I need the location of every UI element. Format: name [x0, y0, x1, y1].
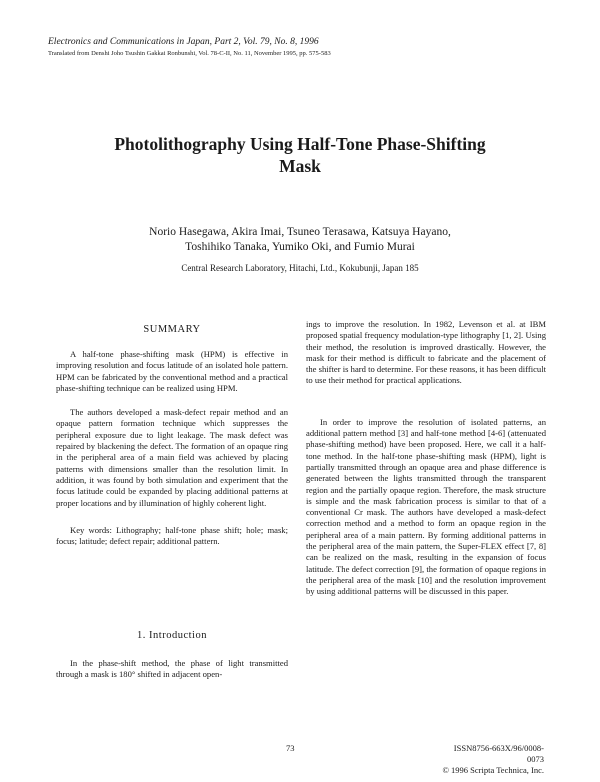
page-number: 73 — [286, 743, 295, 753]
title-line-1: Photolithography Using Half-Tone Phase-Shifting — [114, 134, 486, 154]
intro-paragraph-1-start — [56, 658, 288, 681]
affiliation: Central Research Laboratory, Hitachi, Ltd., Kokubunji, Japan 185 — [181, 263, 419, 273]
issn: ISSN8756-663X/96/0008-0073 — [453, 743, 544, 764]
issn-block — [440, 743, 544, 776]
right-column — [306, 319, 546, 598]
authors-line-1: Norio Hasegawa, Akira Imai, Tsuneo Terasawa, Katsuya Hayano, — [149, 226, 451, 238]
intro-paragraph-2: In order to improve the resolution of isolated patterns, an additional pattern method [3] and half-tone method [4-6] (attenuated phase-shifting method) have been proposed. Here, we call it a half-tone method. In the half-tone phase-shifting mask (HPM), light is partially transmitted through an opaque area and phase difference is generated between the lights transmitted through the transparent region and the partially opaque region. Therefore, the mask structure is simple and the mask fabrication process is similar to that of a conventional Cr mask. The authors have developed a mask-defect correction method and a method to form an opaque region in the peripheral area of a main pattern. By forming additional patterns in the peripheral area of the main pattern, the Super-FLEX effect [7, 8] can be realized on the mask, resulting in the expansion of focus latitude. The defect correction [9], the formation of opaque regions in the peripheral area of the mask [10] and the resolution improvement by using additional patterns will be discussed in this paper. — [306, 416, 546, 597]
title-line-2: Mask — [279, 156, 321, 176]
author-list — [60, 225, 540, 255]
translation-note: Translated from Denshi Joho Tsushin Gakkai Ronbunshi, Vol. 78-C-II, No. 11, November 1995, pp. 575-583 — [48, 50, 331, 57]
intro-paragraph-1-continued: ings to improve the resolution. In 1982, Levenson et al. at IBM proposed spatial frequency modulation-type lithography [1, 2]. Using their method, the resolution is improved drastically. However, the mask for their method is difficult to fabricate and the placement of the shifter is hard to determine. For these reasons, it has been difficult to use their method for practical applications. — [306, 319, 546, 386]
introduction-heading: 1. Introduction — [137, 630, 207, 641]
summary-body — [56, 349, 288, 547]
summary-paragraph-1: A half-tone phase-shifting mask (HPM) is effective in improving resolution and focus latitude of an isolated hole pattern. HPM can be fabricated by the conventional method and a practical phase-shifting technique can be realized using HPM. — [56, 349, 288, 393]
keywords: Key words: Lithography; half-tone phase shift; hole; mask; focus; latitude; defect repair; additional pattern. — [56, 524, 288, 547]
intro-text-start: In the phase-shift method, the phase of light transmitted through a mask is 180° shifted in adjacent open- — [56, 658, 288, 680]
authors-line-2: Toshihiko Tanaka, Yumiko Oki, and Fumio Murai — [185, 241, 415, 253]
summary-paragraph-2: The authors developed a mask-defect repair method and an opaque pattern formation technique which suppresses the peripheral exposure due to light leakage. The mask defect was repaired by blackening the defect. The formation of an opaque ring in the peripheral area of a main field was achieved by placing patterns with dimensions smaller than the resolution limit. In addition, it was found by both simulation and experiment that the focus latitude could be expanded by placing additional patterns at proper locations and by illumination of highly coherent light. — [56, 407, 288, 508]
copyright: © 1996 Scripta Technica, Inc. — [442, 765, 544, 775]
summary-heading: SUMMARY — [143, 324, 201, 335]
paper-title — [60, 133, 540, 177]
journal-citation: Electronics and Communications in Japan, Part 2, Vol. 79, No. 8, 1996 — [48, 37, 319, 47]
